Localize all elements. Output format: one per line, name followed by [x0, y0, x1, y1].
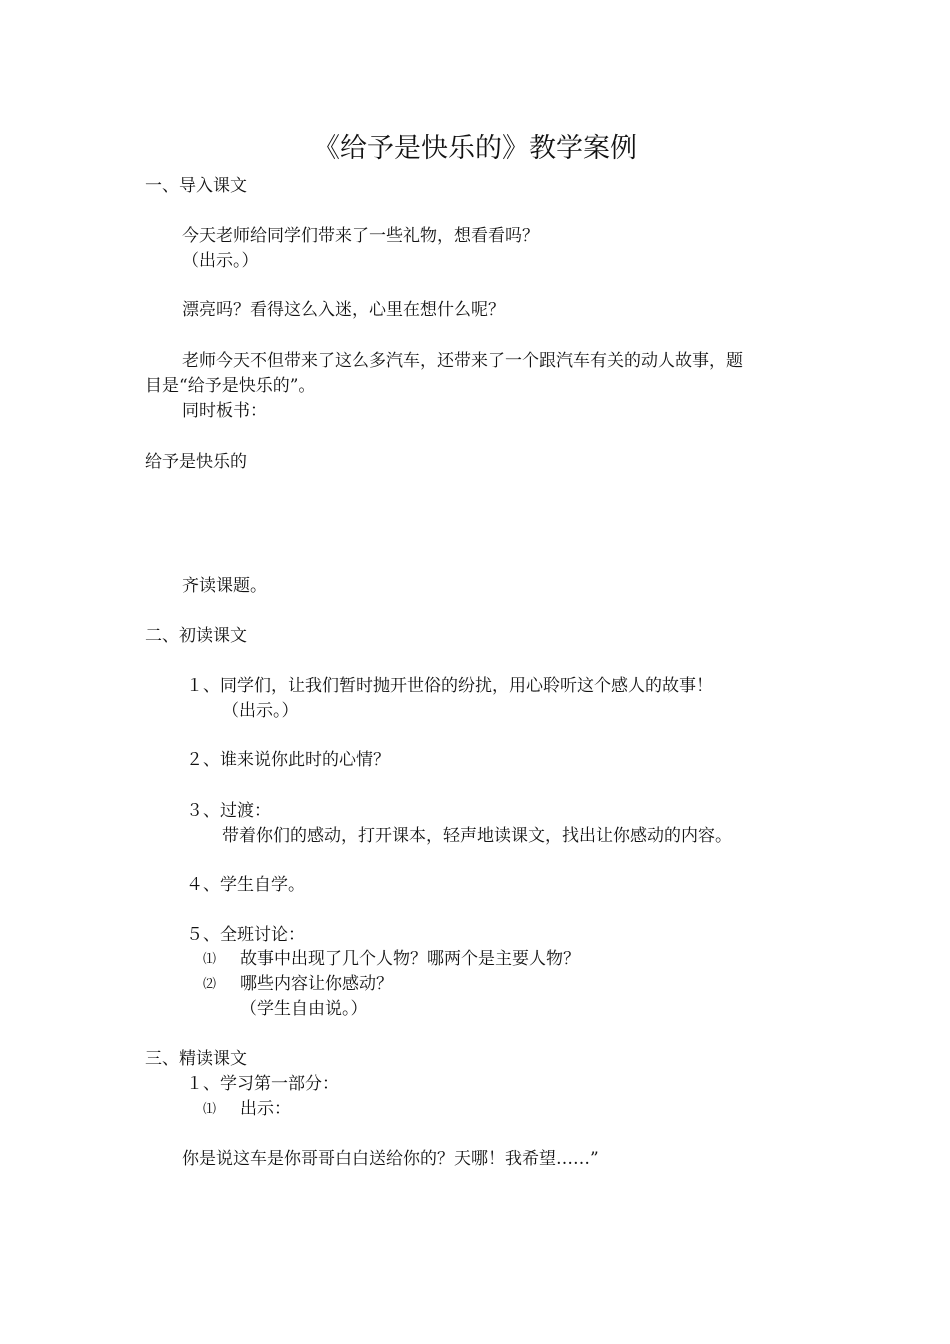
list-item-text: 带着你们的感动，打开课本，轻声地读课文，找出让你感动的内容。 [222, 826, 732, 846]
paragraph: 漂亮吗？看得这么入迷，心里在想什么呢？ [182, 300, 505, 320]
sub-item: 故事中出现了几个人物？哪两个是主要人物？ [240, 949, 580, 969]
sub-item-number: ⑴ [203, 952, 217, 967]
sub-item: 出示： [240, 1099, 291, 1119]
paragraph-note: （出示。） [182, 251, 259, 271]
sub-item: 哪些内容让你感动？ [240, 974, 393, 994]
board-text: 给予是快乐的 [145, 452, 247, 472]
list-item-note: （出示。） [222, 701, 299, 721]
list-item: ３、过渡： [186, 801, 271, 821]
paragraph: 老师今天不但带来了这么多汽车，还带来了一个跟汽车有关的动人故事，题 [182, 351, 743, 371]
sub-item-note: （学生自由说。） [240, 999, 368, 1019]
sub-item-number: ⑵ [203, 977, 217, 992]
paragraph: 目是“给予是快乐的”。 [145, 376, 316, 396]
paragraph: 今天老师给同学们带来了一些礼物，想看看吗？ [182, 226, 539, 246]
paragraph: 同时板书： [182, 401, 267, 421]
section2-heading: 二、初读课文 [145, 626, 247, 646]
document-title: 《给予是快乐的》教学案例 [313, 133, 637, 164]
quote-text: 你是说这车是你哥哥白白送给你的？天哪！我希望……” [182, 1149, 599, 1169]
sub-item-number: ⑴ [203, 1102, 217, 1117]
section3-heading: 三、精读课文 [145, 1049, 247, 1069]
list-item: ２、谁来说你此时的心情？ [186, 750, 390, 770]
list-item: １、同学们，让我们暂时抛开世俗的纷扰，用心聆听这个感人的故事！ [186, 676, 713, 696]
list-item: １、学习第一部分： [186, 1074, 339, 1094]
paragraph: 齐读课题。 [182, 576, 267, 596]
list-item: ５、全班讨论： [186, 925, 305, 945]
list-item: ４、学生自学。 [186, 875, 305, 895]
section1-heading: 一、导入课文 [145, 176, 247, 196]
